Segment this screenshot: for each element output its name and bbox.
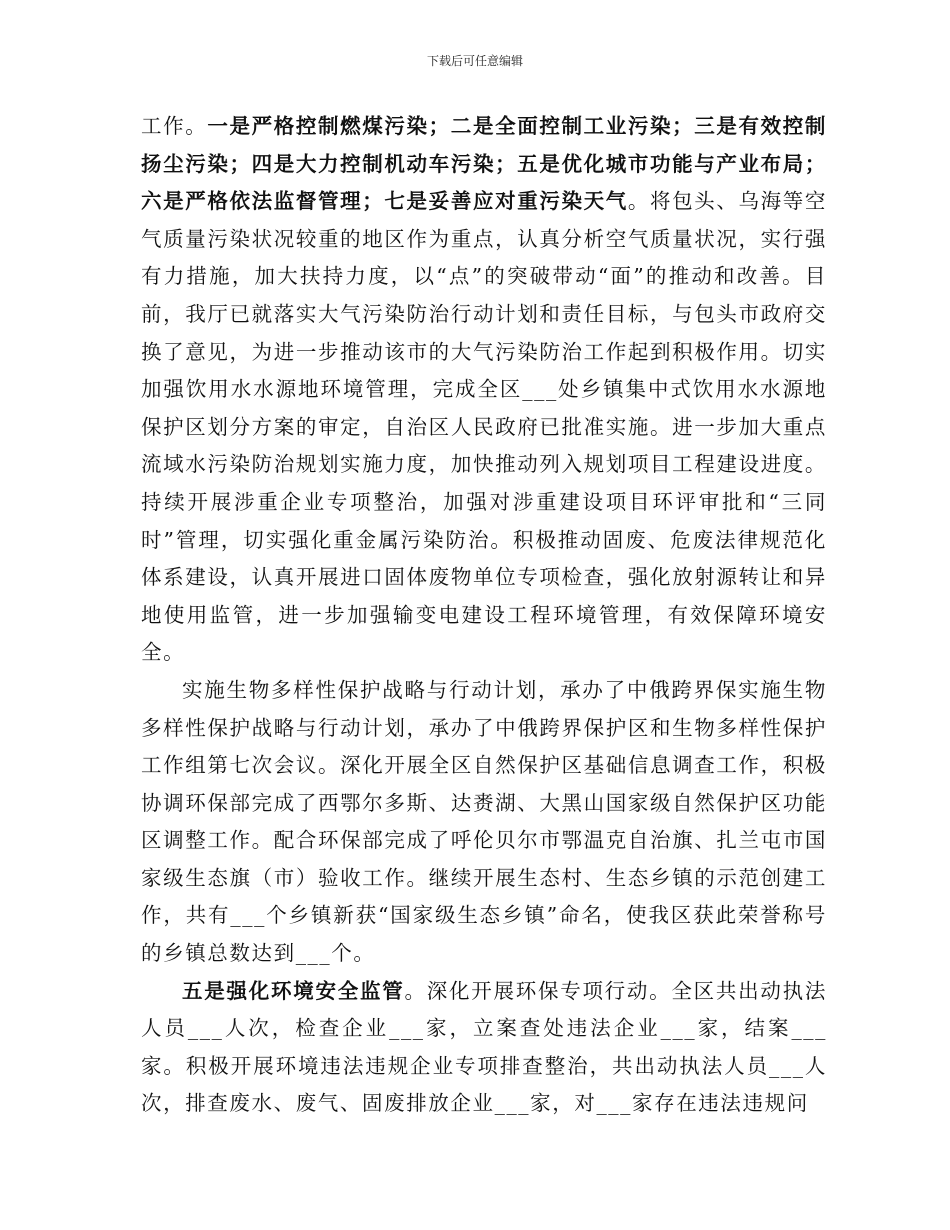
- paragraph-2: [141, 672, 827, 973]
- paragraph-2-body-text: 实施生物多样性保护战略与行动计划，承办了中俄跨界保实施生物多样性保护战略与行动计划，承办了中俄跨界保护区和生物多样性保护工作组第七次会议。深化开展全区自然保护区基础信息调查工作，积极协调环保部完成了西鄂尔多斯、达赉湖、大黑山国家级自然保护区功能区调整工作。配合环保部完成了呼伦贝尔市鄂温克自治旗、扎兰屯市国家级生态旗（市）验收工作。继续开展生态村、生态乡镇的示范创建工作，共有___个乡镇新获“国家级生态乡镇”命名，使我区获此荣誉称号的乡镇总数达到___个。: [141, 677, 827, 966]
- paragraph-1-body-text: 。将包头、乌海等空气质量污染状况较重的地区作为重点，认真分析空气质量状况，实行强有力措施，加大扶持力度，以“点”的突破带动“面”的推动和改善。目前，我厅已就落实大气污染防治行动计划和责任目标，与包头市政府交换了意见，为进一步推动该市的大气污染防治工作起到积极作用。切实加强饮用水水源地环境管理，完成全区___处乡镇集中式饮用水水源地保护区划分方案的审定，自治区人民政府已批准实施。进一步加大重点流域水污染防治规划实施力度，加快推动列入规划项目工程建设进度。持续开展涉重企业专项整治，加强对涉重建设项目环评审批和“三同时”管理，切实强化重金属污染防治。积极推动固废、危废法律规范化体系建设，认真开展进口固体废物单位专项检查，强化放射源转让和异地使用监管，进一步加强输变电建设工程环境管理，有效保障环境安全。: [141, 189, 827, 665]
- paragraph-3-bold-heading: 五是强化环境安全监管: [182, 978, 405, 1003]
- header-text: 下载后可任意编辑: [426, 54, 523, 68]
- document-body: [141, 108, 827, 1123]
- paragraph-1-bold-measures: 一是严格控制燃煤污染；二是全面控制工业污染；三是有效控制扬尘污染；四是大力控制机动车污染；五是优化城市功能与产业布局；六是严格依法监督管理；七是妥善应对重污染天气: [141, 114, 827, 214]
- paragraph-1: [141, 108, 827, 672]
- paragraph-1-intro-text: 工作。: [141, 114, 208, 138]
- paragraph-3: [141, 973, 827, 1123]
- paragraph-3-body-text: 。深化开展环保专项行动。全区共出动执法人员___人次，检查企业___家，立案查处违法企业___家，结案___家。积极开展环境违法违规企业专项排查整治，共出动执法人员___人次，排查废水、废气、固废排放企业___家，对___家存在违法违规问: [141, 978, 827, 1116]
- page-header: [0, 53, 950, 69]
